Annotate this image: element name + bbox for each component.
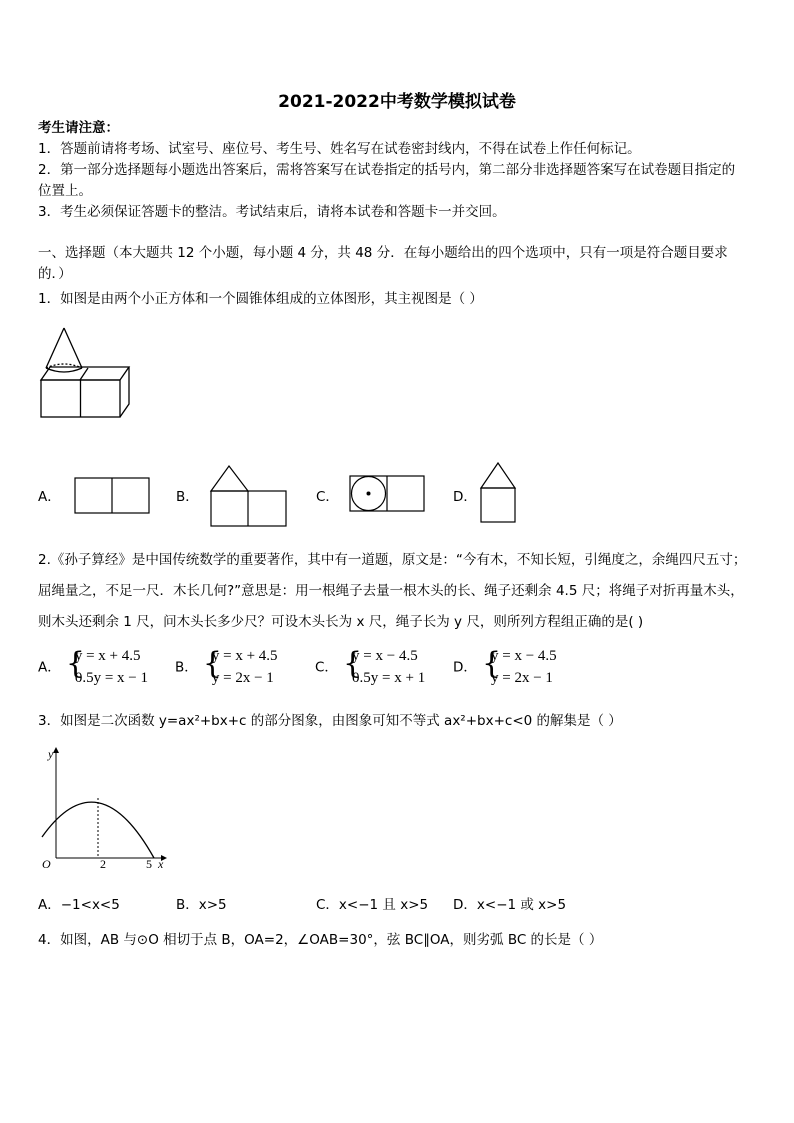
section-heading: 一、选择题（本大题共 12 个小题，每小题 4 分，共 48 分．在每小题给出的四个选项中，只有一项是符合题目要求 <box>38 245 728 261</box>
q2-option-d <box>453 645 557 689</box>
q2-option-a-system: { y = x + 4.5 0.5y = x − 1 <box>66 645 148 689</box>
q2-option-d-label: D． <box>453 659 477 676</box>
q2-option-b-eq2: y = 2x − 1 <box>211 670 274 686</box>
q1-option-a-label: A． <box>38 489 61 505</box>
q2-option-c-label: C． <box>315 659 338 676</box>
q1-solid-figure <box>36 322 136 422</box>
q2-line-3: 则木头还剩余 1 尺，问木头长多少尺？可设木头长为 x 尺，绳子长为 y 尺，则所列方程组正确的是( ) <box>38 614 644 630</box>
notice-item-2-cont: 位置上。 <box>38 183 92 199</box>
q3-option-a: A．−1<x<5 <box>38 897 120 913</box>
q2-option-a-label: A． <box>38 659 61 676</box>
q1-option-d-label: D． <box>453 489 477 505</box>
notice-heading: 考生请注意： <box>38 120 119 136</box>
q1-option-a-figure <box>72 477 152 515</box>
q2-option-c-eq2: 0.5y = x + 1 <box>352 670 426 686</box>
exam-title: 2021-2022中考数学模拟试卷 <box>278 92 516 112</box>
q3-option-d: D．x<−1 或 x>5 <box>453 897 567 913</box>
graph-tick-5: 5 <box>146 857 152 870</box>
q2-option-a-eq1: y = x + 4.5 <box>74 648 141 664</box>
q2-option-a-eq2: 0.5y = x − 1 <box>74 670 149 686</box>
q1-stem: 1．如图是由两个小正方体和一个圆锥体组成的立体图形，其主视图是（ ） <box>38 291 483 307</box>
q2-option-d-eq1: y = x − 4.5 <box>491 648 557 664</box>
q3-option-b: B．x>5 <box>176 897 227 913</box>
q1-option-c-figure <box>347 474 427 514</box>
q2-option-b-system: { y = x + 4.5 y = 2x − 1 <box>203 645 278 689</box>
section-heading-cont: 的．） <box>38 266 72 282</box>
q2-option-d-eq2: y = 2x − 1 <box>491 670 553 686</box>
graph-y-label: y <box>48 747 54 761</box>
q1-option-c-label: C． <box>316 489 339 505</box>
q2-option-c <box>315 645 425 689</box>
q1-option-d-figure <box>476 460 524 526</box>
q3-option-c: C．x<−1 且 x>5 <box>316 897 429 913</box>
q3-parabola-graph <box>34 742 174 870</box>
q1-option-b-label: B． <box>176 489 199 505</box>
q2-option-b-label: B． <box>175 659 198 676</box>
graph-tick-2: 2 <box>100 857 106 870</box>
q2-line-2: 屈绳量之，不足一尺．木长几何?”意思是：用一根绳子去量一根木头的长、绳子还剩余 4.5 尺；将绳子对折再量木头， <box>38 583 744 599</box>
q2-option-d-system: { y = x − 4.5 y = 2x − 1 <box>482 645 557 689</box>
notice-item-2: 2．第一部分选择题每小题选出答案后，需将答案写在试卷指定的括号内，第二部分非选择题答案写在试卷题目指定的 <box>38 162 736 178</box>
notice-item-1: 1．答题前请将考场、试室号、座位号、考生号、姓名写在试卷密封线内，不得在试卷上作任何标记。 <box>38 141 641 157</box>
notice-item-3: 3．考生必须保证答题卡的整洁。考试结束后，请将本试卷和答题卡一并交回。 <box>38 204 506 220</box>
q2-option-c-system: { y = x − 4.5 0.5y = x + 1 <box>343 645 425 689</box>
q1-option-b-figure <box>208 462 292 528</box>
graph-origin-label: O <box>42 857 51 870</box>
q2-option-b <box>175 645 278 689</box>
graph-x-label: x <box>158 857 164 870</box>
q4-stem: 4．如图，AB 与⊙O 相切于点 B，OA=2，∠OAB=30°，弦 BC∥OA，则劣弧 BC 的长是（ ） <box>38 932 603 948</box>
q2-option-b-eq1: y = x + 4.5 <box>211 648 278 664</box>
q2-line-1: 2.《孙子算经》是中国传统数学的重要著作，其中有一道题，原文是：“今有木，不知长短，引绳度之，余绳四尺五寸； <box>38 552 747 568</box>
q3-stem: 3．如图是二次函数 y=ax²+bx+c 的部分图象，由图象可知不等式 ax²+bx+c<0 的解集是（ ） <box>38 713 622 729</box>
q2-option-a <box>38 645 148 689</box>
q2-option-c-eq1: y = x − 4.5 <box>352 648 418 664</box>
